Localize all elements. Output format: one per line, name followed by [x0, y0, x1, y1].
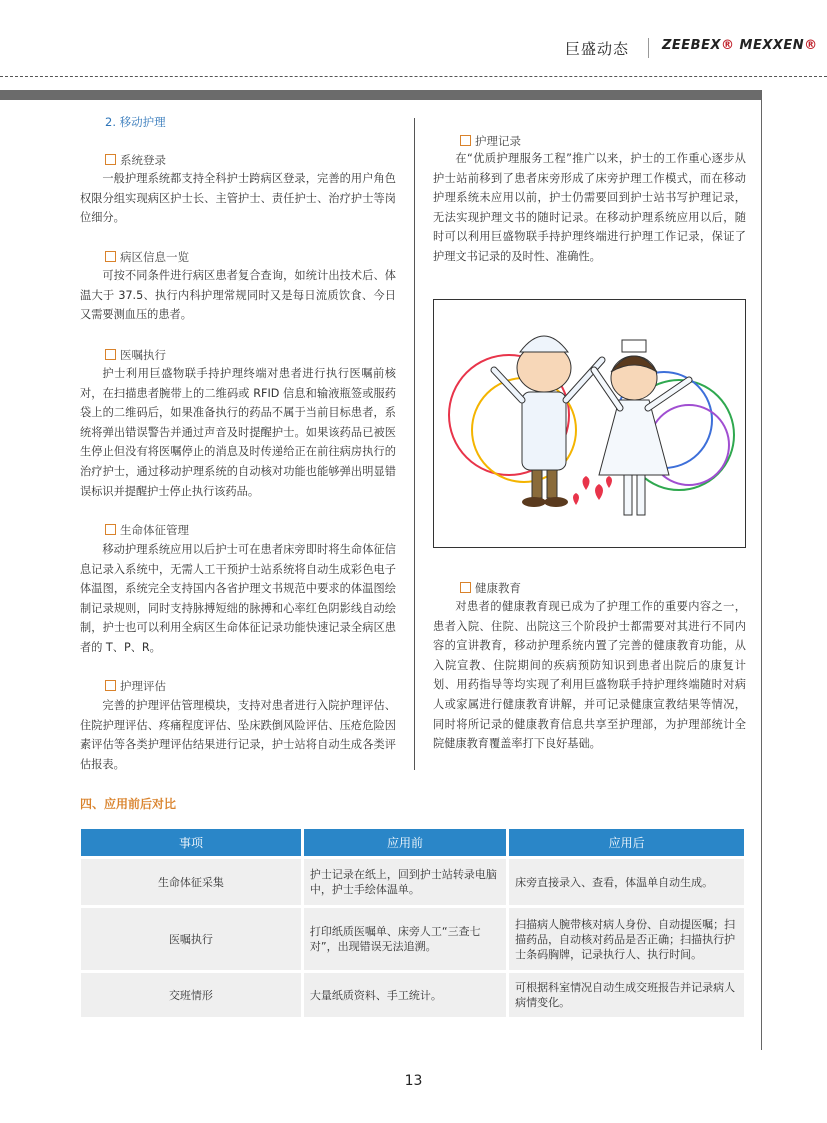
heading-system-login: 系统登录 — [105, 152, 166, 168]
checkbox-square-icon — [105, 154, 116, 165]
doctor-nurse-illustration — [433, 299, 746, 548]
comparison-heading: 四、应用前后对比 — [80, 797, 177, 811]
logo-brand-mexxen: MEXXEN — [739, 38, 805, 53]
column-header-after: 应用后 — [509, 829, 744, 856]
logo-registered-mark-1: ® — [721, 38, 735, 53]
paragraph-vital-signs: 移动护理系统应用以后护士可在患者床旁即时将生命体征信息记录入系统中，无需人工干预护士站系统将自动生成彩色电子体温图，系统完全支持国内各省护理文书规范中要求的体温图绘制记录规则，同时支持脉搏短绌的脉搏和心率红色阴影线自动绘制，护士也可以利用全病区生命体征记录功能快速记录全病区患者的 T、P、R。 — [80, 543, 396, 654]
logo-registered-mark-2: ® — [804, 38, 818, 53]
table-row — [81, 859, 744, 905]
cell-after: 可根据科室情况自动生成交班报告并记录病人病情变化。 — [509, 973, 744, 1017]
cell-before: 大量纸质资料、手工统计。 — [304, 973, 506, 1017]
heading-ward-overview: 病区信息一览 — [105, 249, 189, 265]
cell-after: 扫描病人腕带核对病人身份、自动提医嘱；扫描药品，自动核对药品是否正确；扫描执行护士条码胸牌，记录执行人、执行时间。 — [509, 908, 744, 970]
cartoon-doctor-nurse-image — [434, 300, 745, 547]
paragraph-health-education: 对患者的健康教育现已成为了护理工作的重要内容之一，患者入院、住院、出院这三个阶段护士都需要对其进行不同内容的宣讲教育，移动护理系统内置了完善的健康教育功能，从入院宣教、住院期间的疾病预防知识到患者出院后的康复计划、用药指导等均实现了利用巨盛物联手持护理终端随时对病人或家属进行健康教育讲解，并可记录健康宣教结果等情况，同时将所记录的健康教育信息共享至护理部，为护理部统计全院健康教育覆盖率打下良好基础。 — [433, 600, 746, 751]
cell-item: 交班情形 — [81, 973, 301, 1017]
column-divider — [414, 118, 415, 770]
heading-nursing-records: 护理记录 — [460, 133, 521, 149]
heading-health-education: 健康教育 — [460, 580, 521, 596]
checkbox-square-icon — [105, 251, 116, 262]
brand-logo — [662, 38, 818, 53]
header-dashed-rule — [0, 76, 827, 77]
cell-item: 生命体征采集 — [81, 859, 301, 905]
header-gray-band — [0, 90, 762, 100]
column-header-before: 应用前 — [304, 829, 506, 856]
cell-after: 床旁直接录入、查看，体温单自动生成。 — [509, 859, 744, 905]
cell-before: 护士记录在纸上，回到护士站转录电脑中，护士手绘体温单。 — [304, 859, 506, 905]
heading-vital-signs: 生命体征管理 — [105, 522, 189, 538]
checkbox-square-icon — [105, 524, 116, 535]
checkbox-square-icon — [460, 582, 471, 593]
comparison-table — [78, 826, 747, 1020]
header-separator — [648, 38, 649, 58]
section-title-mobile-nursing: 2. 移动护理 — [105, 115, 166, 129]
table-row — [81, 908, 744, 970]
page-number: 13 — [404, 1073, 423, 1089]
checkbox-square-icon — [105, 680, 116, 691]
checkbox-square-icon — [105, 349, 116, 360]
column-header-item: 事项 — [81, 829, 301, 856]
paragraph-nursing-assessment: 完善的护理评估管理模块，支持对患者进行入院护理评估、住院护理评估、疼痛程度评估、坠床跌倒风险评估、压疮危险因素评估等各类护理评估结果进行记录，护士站将自动生成各类评估报表。 — [80, 699, 396, 771]
checkbox-square-icon — [460, 135, 471, 146]
heading-order-execution: 医嘱执行 — [105, 347, 166, 363]
cell-item: 医嘱执行 — [81, 908, 301, 970]
paragraph-nursing-records: 在“优质护理服务工程”推广以来，护士的工作重心逐步从护士站前移到了患者床旁形成了床旁护理工作模式，而在移动护理系统未应用以前，护士仍需要回到护士站书写护理记录，无法实现护理文书的随时记录。在移动护理系统应用以后，随时可以利用巨盛物联手持护理终端进行护理工作记录，保证了护理文书记录的及时性、准确性。 — [433, 152, 746, 263]
right-margin-line — [761, 90, 762, 1050]
paragraph-order-execution: 护士利用巨盛物联手持护理终端对患者进行执行医嘱前核对，在扫描患者腕带上的二维码或 RFID 信息和输液瓶签或服药袋上的二维码后，如果准备执行的药品不属于当前目标患者，系统将弹出错误警告并通过声音及时提醒护士。如果该药品已被医生停止但没有将医嘱停止的消息及时传递给正在前往病房执行的治疗护士，通过移动护理系统的自动核对功能也能够弹出明显错误标识并提醒护士停止执行该药品。 — [80, 367, 396, 498]
table-row — [81, 973, 744, 1017]
page-header-title: 巨盛动态 — [564, 40, 629, 58]
paragraph-system-login: 一般护理系统都支持全科护士跨病区登录，完善的用户角色权限分组实现病区护士长、主管护士、责任护士、治疗护士等岗位细分。 — [80, 172, 396, 225]
cell-before: 打印纸质医嘱单、床旁人工“三查七对”，出现错误无法追溯。 — [304, 908, 506, 970]
heading-nursing-assessment: 护理评估 — [105, 678, 166, 694]
logo-brand-zeebex: ZEEBEX — [662, 38, 721, 53]
paragraph-ward-overview: 可按不同条件进行病区患者复合查询，如统计出技术后、体温大于 37.5、执行内科护理常规同时又是每日流质饮食、今日又需要测血压的患者。 — [80, 269, 396, 322]
table-header-row — [81, 829, 744, 856]
